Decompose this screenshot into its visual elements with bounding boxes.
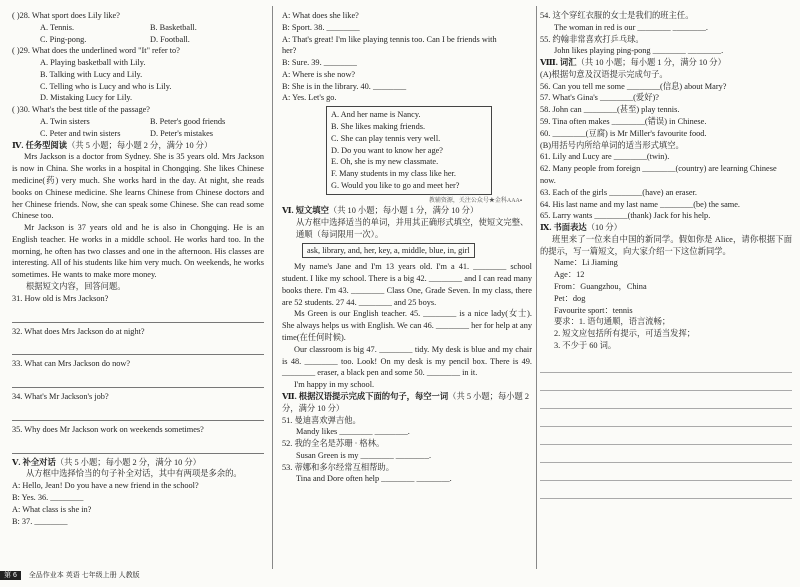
- section-9-title: Ⅸ. 书面表达: [540, 223, 587, 233]
- section-7-title: Ⅶ. 根据汉语提示完成下面的句子，每空一词: [282, 391, 449, 401]
- q29-option-c: C. Telling who is Lucy and who is Lily.: [40, 81, 172, 91]
- answer-line-31[interactable]: [12, 309, 264, 323]
- item-56: 56. Can you tell me some ________(信息) about Mary?: [540, 81, 727, 91]
- question-35: 35. Why does Mr Jackson work on weekends sometimes?: [12, 424, 204, 434]
- dialogue-line-1: A: Hello, Jean! Do you have a new friend in the school?: [12, 481, 199, 491]
- box-option-f: F. Many students in my class like her.: [331, 169, 456, 179]
- item-51-english: Mandy likes ________ ________.: [296, 427, 410, 437]
- dialogue-line-2: B: Yes. 36. ________: [12, 493, 84, 502]
- q30-option-a: A. Twin sisters: [40, 117, 90, 127]
- dialogue-line-10: A: Where is she now?: [282, 69, 356, 79]
- box-option-b: B. She likes making friends.: [331, 122, 426, 132]
- dialogue-line-7: A: That's great! I'm like playing tennis too. Can I be friends with: [282, 34, 497, 44]
- section-6-note: （共 10 小题；每小题 1 分，满分 10 分）: [328, 206, 479, 216]
- column-left: [12, 10, 264, 527]
- column-middle: [282, 10, 532, 485]
- cloze-paragraph-4: I'm happy in my school.: [294, 380, 375, 390]
- dialogue-line-6: B: Sport. 38. ________: [282, 22, 360, 32]
- item-57: 57. What's Gina's ________(爱好)?: [540, 93, 659, 103]
- section-6-heading: [282, 205, 532, 217]
- q28-option-a: A. Tennis.: [40, 22, 75, 32]
- item-61: 61. Lily and Lucy are ________(twin).: [540, 152, 670, 162]
- question-34: 34. What's Mr Jackson's job?: [12, 392, 109, 402]
- cloze-paragraph-1: My name's Jane and I'm 13 years old. I'm a 41. ________ school student. I like my school. There is a big 42. ________ and I can read many books there. I'm 43. ________ Class One, Grade Seven. In my class, there are 52 students. 27 44. ________ and 25 boys.: [282, 262, 532, 307]
- writing-line[interactable]: [540, 448, 792, 463]
- requirements-title: 要求：1. 语句通顺，语言流畅；: [554, 317, 671, 327]
- dialogue-line-3: A: What class is she in?: [12, 504, 92, 514]
- section-4-note: （共 5 小题；每小题 2 分，满分 10 分）: [67, 140, 213, 150]
- item-55-english: John likes playing ping-pong ________ ________.: [554, 46, 724, 56]
- section-8-note: （共 10 小题；每小题 1 分，满分 10 分）: [576, 58, 726, 68]
- section-6-title: Ⅵ. 短文填空: [282, 206, 329, 216]
- item-54-english: The woman in red is our ________ ________.: [554, 22, 708, 32]
- section-8-heading: [540, 57, 792, 69]
- writing-line[interactable]: [540, 394, 792, 409]
- q29-option-b: B. Talking with Lucy and Lily.: [40, 69, 143, 79]
- item-52-english: Susan Green is my ________ ________.: [296, 450, 432, 460]
- item-53-english: Tina and Dore often help ________ ________.: [296, 474, 452, 484]
- section-4-title: Ⅳ. 任务型阅读: [12, 140, 68, 150]
- dialogue-line-8: her?: [282, 46, 297, 56]
- q30-options-row1: [12, 116, 264, 128]
- section-7-note: （共 5 小题；每小题 2 分，满分 10 分）: [282, 391, 530, 413]
- footer-text: 全品作业本 英语 七年级上册 人教版: [28, 572, 140, 579]
- info-sport: Favourite sport：tennis: [554, 305, 633, 315]
- writing-line[interactable]: [540, 466, 792, 481]
- box-option-a: A. And her name is Nancy.: [331, 110, 421, 120]
- writing-line[interactable]: [540, 376, 792, 391]
- answer-line-33[interactable]: [12, 374, 264, 388]
- reading-paragraph-2: Mr Jackson is 37 years old and he is also in Chongqing. He is an English teacher. He works in a middle school. He works hard too. In the morning, he often has two classes and one in the afternoon. His classes are interesting. All of his students like him very much. On weekends, he works sometimes. He wants to make more money.: [12, 223, 264, 280]
- reading-paragraph-1: Mrs Jackson is a doctor from Sydney. She is 35 years old. Mrs Jackson is now in China. She works in a hospital in Chongqing. She likes Chinese medicine(药) very much. She works hard in the day. At night, she reads books on Chinese medicine. She learns Chinese from Chinese doctors and her Chinese friends. Now, she can speak some Chinese. She can read some Chinese too.: [12, 152, 264, 221]
- column-divider-2: [536, 6, 537, 569]
- section-4-heading: [12, 140, 264, 152]
- item-53-chinese: 53. 蒂娜和多尔经常互相帮助。: [282, 462, 395, 472]
- q30-option-b: B. Peter's good friends: [150, 117, 226, 127]
- section-9-note: （10 分）: [586, 223, 622, 233]
- answer-line-32[interactable]: [12, 341, 264, 355]
- writing-line[interactable]: [540, 358, 792, 373]
- item-62: 62. Many people from foreign ________(country) are learning Chinese now.: [540, 164, 777, 185]
- box-option-d: D. Do you want to know her age?: [331, 145, 443, 155]
- info-from: From：Guangzhou，China: [554, 281, 647, 291]
- page-number: 第 6: [0, 571, 21, 580]
- question-28: ( )28. What sport does Lily like?: [12, 11, 120, 20]
- box-option-g: G. Would you like to go and meet her?: [331, 180, 460, 190]
- q29-option-a: A. Playing basketball with Lily.: [40, 58, 146, 68]
- section-9-heading: [540, 222, 792, 234]
- dialogue-line-11: B: She is in the library. 40. ________: [282, 81, 407, 91]
- q28-options-row1: [12, 22, 264, 34]
- item-60: 60. ________(豆腐) is Mr Miller's favourite food.: [540, 128, 707, 138]
- q30-options-row2: [12, 128, 264, 140]
- section-9-instruction: 班里来了一位来自中国的新同学。假如你是 Alice，请你根据下面的提示，写一篇短文，向大家介绍一下这位新同学。: [540, 234, 792, 256]
- question-33: 33. What can Mrs Jackson do now?: [12, 359, 131, 369]
- section-8-part-a: (A)根据句意及汉语提示完成句子。: [540, 69, 668, 79]
- section-5-note: （共 5 小题；每小题 2 分，满分 10 分）: [55, 457, 201, 467]
- q28-options-row2: [12, 34, 264, 46]
- watermark-text: 教辅资源，关注公众号★金科AAA▪: [428, 197, 522, 204]
- info-name: Name：Li Jiaming: [554, 258, 618, 268]
- cloze-paragraph-3: Our classroom is big 47. ________ tidy. My desk is blue and my chair is 48. ________ too. Look! On my desk is my pencil box. There is 49. ________ eraser, a black pen and some 50. ________ in it.: [282, 344, 532, 378]
- section-8-title: Ⅷ. 词汇: [540, 58, 577, 68]
- section-7-heading: [282, 391, 532, 415]
- answer-line-35[interactable]: [12, 440, 264, 454]
- question-30: ( )30. What's the best title of the passage?: [12, 105, 150, 115]
- question-31: 31. How old is Mrs Jackson?: [12, 293, 109, 303]
- question-32: 32. What does Mrs Jackson do at night?: [12, 326, 145, 336]
- cloze-paragraph-2: Ms Green is our English teacher. 45. ________ is a nice lady(女士). She always helps us with English. We can 46. ________ her for help at any time(在任何时候).: [282, 309, 532, 343]
- item-51-chinese: 51. 曼迪喜欢弹吉他。: [282, 415, 361, 425]
- dialogue-line-5: A: What does she like?: [282, 11, 359, 20]
- word-box: ask, library, and, her, key, a, middle, blue, in, girl: [302, 243, 475, 259]
- q28-option-b: B. Basketball.: [150, 22, 197, 32]
- item-52-chinese: 52. 我的全名是苏珊 · 格林。: [282, 439, 385, 449]
- item-63: 63. Each of the girls ________(have) an eraser.: [540, 187, 697, 197]
- column-right: [540, 10, 792, 502]
- item-64: 64. His last name and my last name ________(be) the same.: [540, 199, 741, 209]
- info-age: Age：12: [554, 270, 585, 280]
- requirement-2: 2. 短文应包括所有提示，可适当发挥；: [554, 329, 696, 339]
- section-5-heading: [12, 457, 264, 469]
- section-5-instruction: 从方框中选择恰当的句子补全对话，其中有两项是多余的。: [26, 469, 242, 479]
- q28-option-d: D. Football.: [150, 34, 190, 44]
- q30-option-d: D. Peter's mistakes: [150, 128, 214, 138]
- section-8-part-b: (B)用括号内所给单词的适当形式填空。: [540, 140, 684, 150]
- q30-option-c: C. Peter and twin sisters: [40, 128, 121, 138]
- column-divider-1: [272, 6, 273, 569]
- q28-option-c: C. Ping-pong.: [40, 34, 87, 44]
- page-footer: [0, 571, 300, 583]
- writing-line[interactable]: [540, 430, 792, 445]
- writing-line[interactable]: [540, 412, 792, 427]
- options-box: [326, 106, 492, 194]
- item-65: 65. Larry wants ________(thank) Jack for his help.: [540, 211, 711, 221]
- box-option-c: C. She can play tennis very well.: [331, 133, 441, 143]
- item-54-chinese: 54. 这个穿红衣服的女士是我们的班主任。: [540, 11, 694, 20]
- item-55-chinese: 55. 约翰非常喜欢打乒乓球。: [540, 34, 644, 44]
- item-58: 58. John can ________(甚至) play tennis.: [540, 105, 680, 115]
- dialogue-line-4: B: 37. ________: [12, 516, 68, 526]
- dialogue-line-12: A: Yes. Let's go.: [282, 93, 337, 103]
- item-59: 59. Tina often makes ________(错误) in Chinese.: [540, 117, 707, 127]
- writing-line[interactable]: [540, 484, 792, 499]
- info-pet: Pet：dog: [554, 293, 586, 303]
- section-5-title: Ⅴ. 补全对话: [12, 457, 56, 467]
- section-4-instruction: 根据短文内容，回答问题。: [26, 281, 126, 291]
- box-option-e: E. Oh, she is my new classmate.: [331, 157, 439, 167]
- answer-line-34[interactable]: [12, 407, 264, 421]
- section-6-instruction: 从方框中选择适当的单词，并用其正确形式填空，使短文完整、通顺（每词限用一次）。: [296, 218, 529, 239]
- requirement-3: 3. 不少于 60 词。: [554, 340, 617, 350]
- question-29: ( )29. What does the underlined word "It" refer to?: [12, 46, 180, 56]
- q29-option-d: D. Mistaking Lucy for Lily.: [40, 93, 133, 103]
- dialogue-line-9: B: Sure. 39. ________: [282, 58, 357, 68]
